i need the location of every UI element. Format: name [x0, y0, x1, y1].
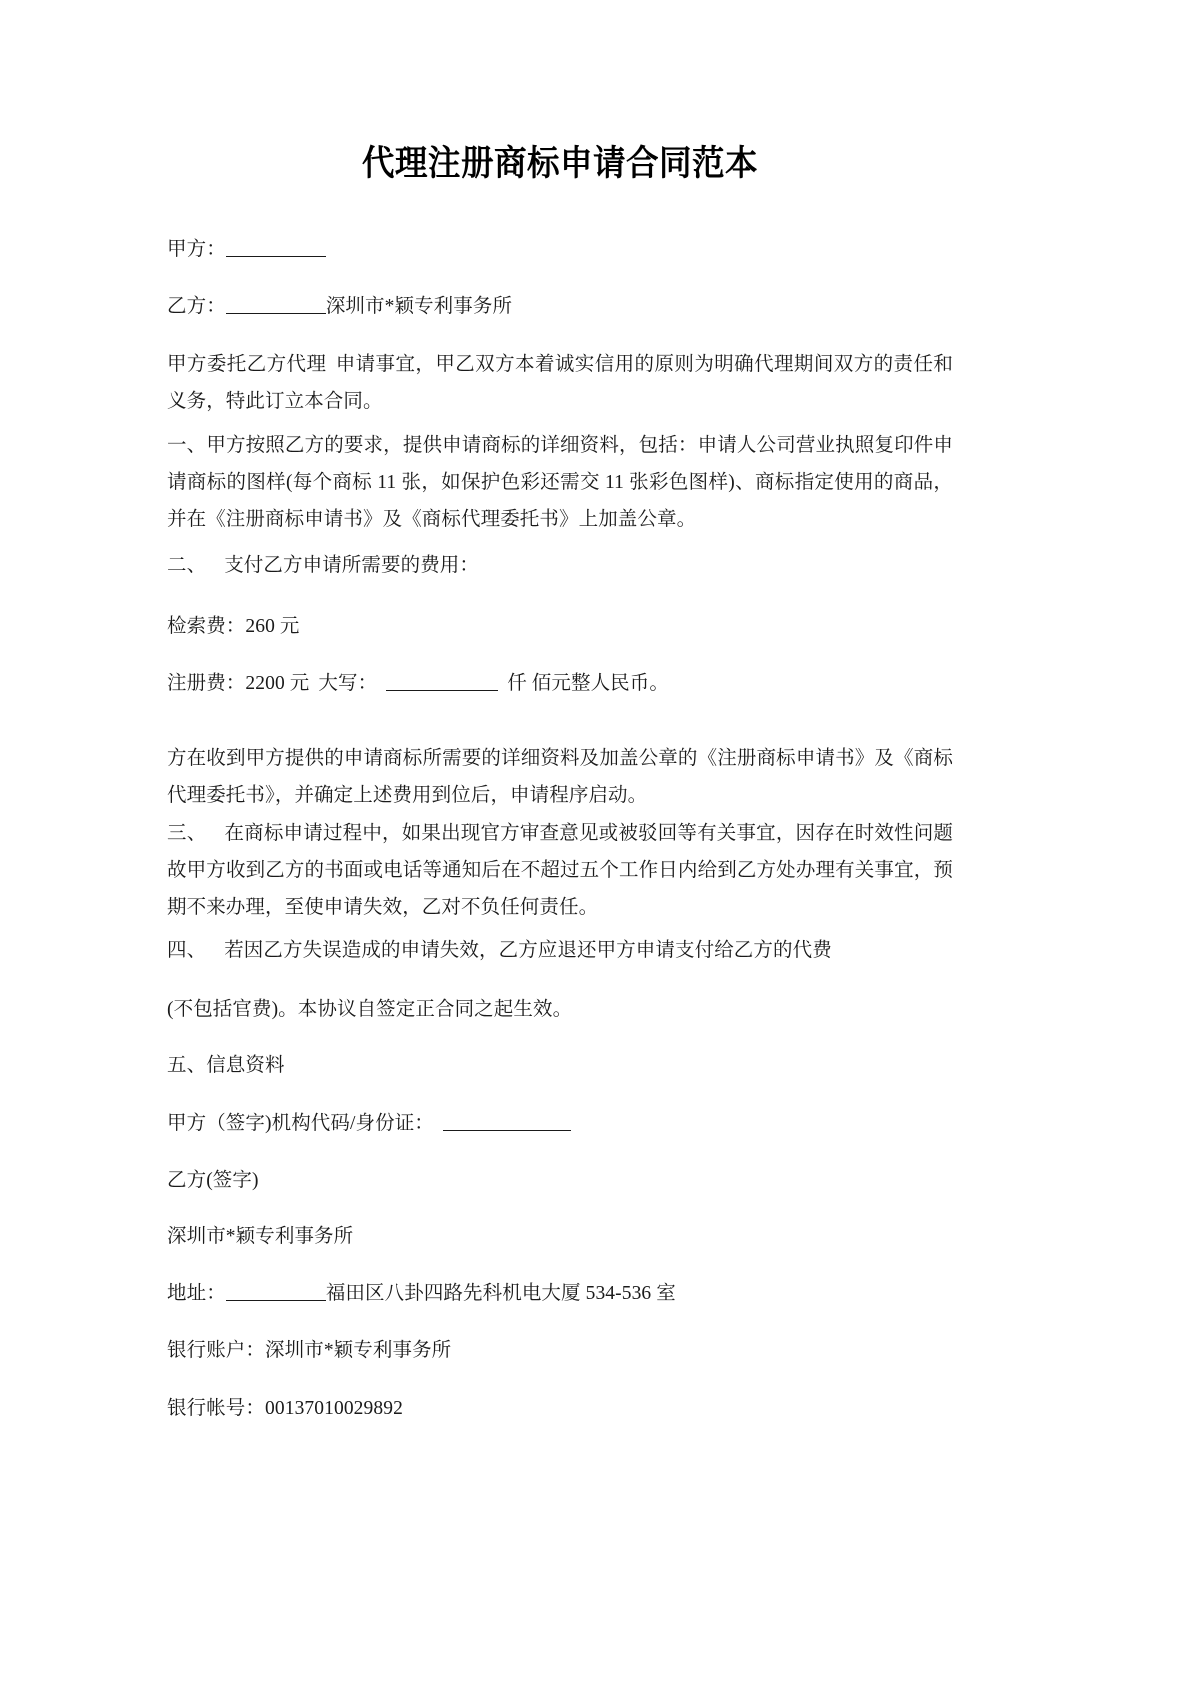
bank-account-number-value: 00137010029892 [265, 1398, 403, 1419]
clause-4-text: 若因乙方失误造成的申请失效，乙方应退还甲方申请支付给乙方的代费 [224, 940, 832, 961]
clause-5-number: 五、 [167, 1055, 207, 1076]
clause-3 [167, 815, 953, 926]
clause-1-number: 一、 [167, 435, 207, 456]
clause-2 [167, 547, 953, 584]
address-line [167, 1275, 953, 1312]
party-b-firm-name: 深圳市*颖专利事务所 [167, 1226, 354, 1247]
party-a-signature-label: 甲方（签字)机构代码/身份证： [167, 1113, 434, 1134]
bank-account-name-line [167, 1332, 953, 1369]
party-a-blank[interactable] [226, 239, 326, 257]
amount-in-words-label: 大写： [318, 673, 378, 694]
search-fee-value: 260 元 [245, 616, 300, 637]
party-b-line [167, 288, 953, 325]
address-blank[interactable] [226, 1283, 326, 1301]
amount-in-words-blank[interactable] [386, 673, 498, 691]
bank-account-name-value: 深圳市*颖专利事务所 [265, 1340, 452, 1361]
bank-account-number-line [167, 1390, 953, 1427]
clause-1 [167, 427, 953, 538]
clause-2-number: 二、 [167, 555, 207, 576]
address-value: 福田区八卦四路先科机电大厦 534-536 室 [325, 1283, 676, 1304]
bank-account-name-label: 银行账户： [167, 1340, 266, 1361]
search-fee-label: 检索费： [167, 616, 246, 637]
preamble-line-1: 甲方委托乙方代理 [167, 354, 327, 375]
clause-3-number: 三、 [167, 823, 207, 844]
effectiveness-paragraph: (不包括官费)。本协议自签定正合同之起生效。 [167, 999, 573, 1020]
clause-5-text: 信息资料 [206, 1055, 285, 1076]
clause-5 [167, 1047, 953, 1084]
party-a-signature-line [167, 1105, 953, 1142]
registration-fee-value: 2200 元 [245, 673, 310, 694]
clause-1-text: 甲方按照乙方的要求，提供申请商标的详细资料，包括：申请人公司营业执照复印件申请商标的图样(每个商标 11 张，如保护色彩还需交 11 张彩色图样)、商标指定使用的商品，并在《注册商标申请书》及《商标代理委托书》上加盖公章。 [167, 435, 953, 530]
party-a-line [167, 231, 953, 268]
clause-2-text: 支付乙方申请所需要的费用： [224, 555, 480, 576]
party-b-name: 深圳市*颖专利事务所 [325, 296, 513, 317]
amount-in-words-suffix: 仟 佰元整人民币。 [507, 673, 669, 694]
party-a-id-blank[interactable] [443, 1113, 571, 1131]
clause-4-number: 四、 [167, 940, 207, 961]
party-b-blank[interactable] [226, 296, 326, 314]
preamble-paragraph [167, 346, 953, 420]
page-title: 代理注册商标申请合同范本 [361, 144, 759, 184]
clause-3-text: 在商标申请过程中，如果出现官方审查意见或被驳回等有关事宜，因存在时效性问题故甲方收到乙方的书面或电话等通知后在不超过五个工作日内给到乙方处办理有关事宜，预期不来办理，至使申请失效，乙对不负任何责任。 [167, 823, 954, 918]
registration-fee-label: 注册费： [167, 673, 246, 694]
preamble-line-2: 申请事宜，甲乙双方本着诚实信用的原则为明确代理期间双方的责任和义务，特此订立本合同。 [167, 354, 953, 412]
party-b-signature-line: 乙方(签字) [167, 1170, 259, 1191]
party-b-label: 乙方： [167, 296, 226, 317]
clause-4 [167, 932, 953, 969]
party-a-label: 甲方： [167, 239, 226, 260]
bank-account-number-label: 银行帐号： [167, 1398, 266, 1419]
search-fee-line [167, 608, 953, 645]
registration-fee-line [167, 665, 953, 702]
payment-terms-paragraph: 方在收到甲方提供的申请商标所需要的详细资料及加盖公章的《注册商标申请书》及《商标代理委托书》，并确定上述费用到位后，申请程序启动。 [167, 748, 953, 806]
address-label: 地址： [167, 1283, 226, 1304]
